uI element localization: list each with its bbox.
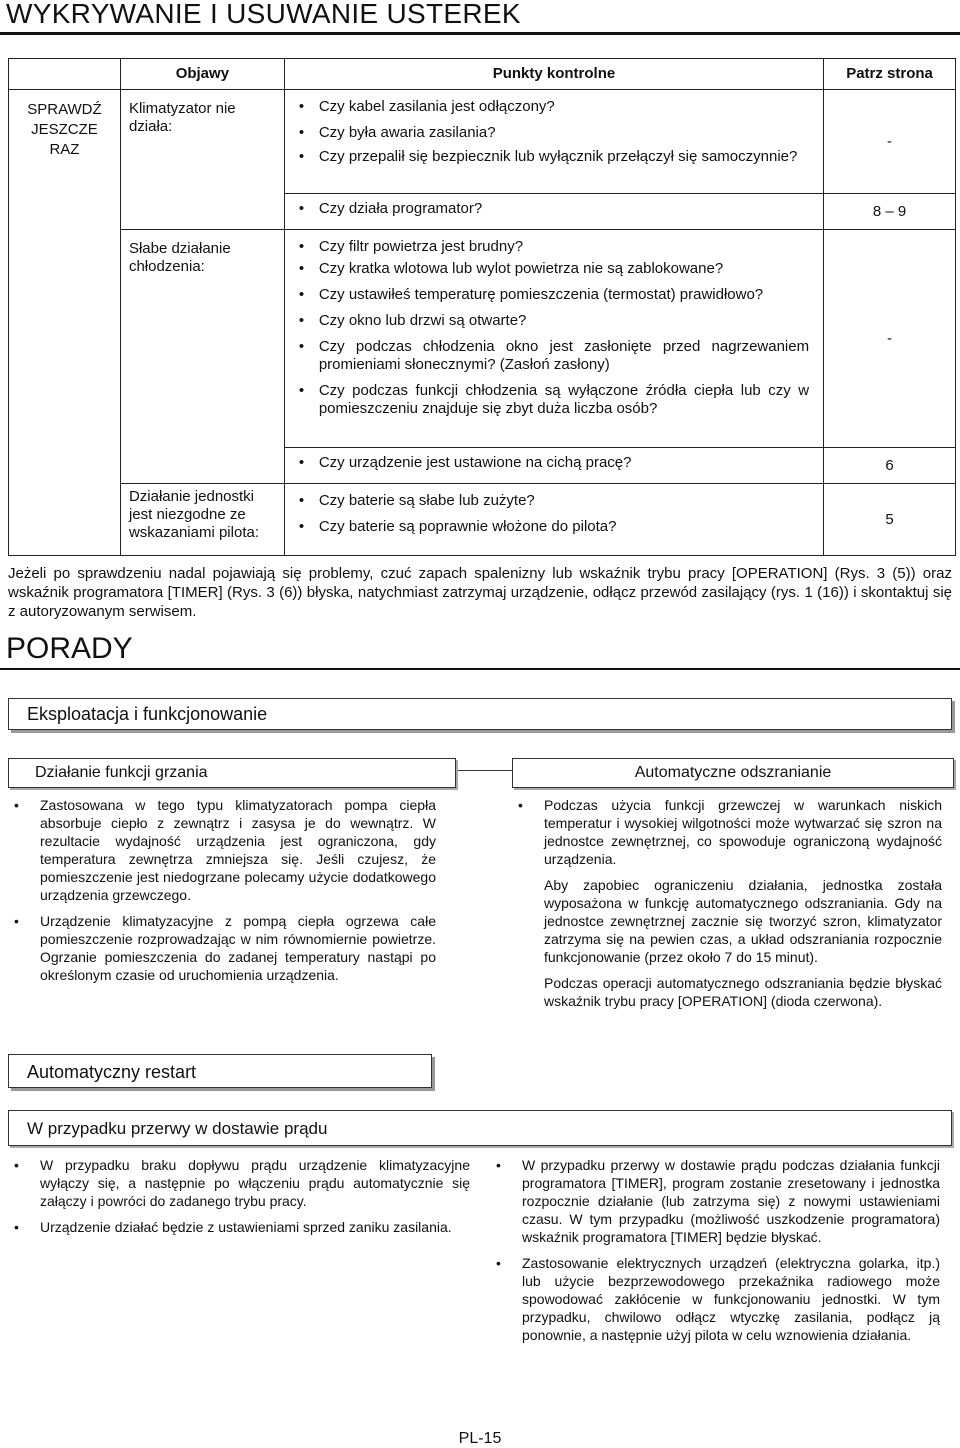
- title-rule: [0, 32, 960, 35]
- list-item: • W przypadku braku dopływu prądu urządzenie klimatyzacyjne wyłączy się, a następnie po włączeniu prądu automatycznie się załączy i powróci do zadanego trybu pracy.: [8, 1156, 470, 1210]
- section-heading-label: Automatyczny restart: [27, 1062, 197, 1082]
- subheading-defrost: [512, 758, 954, 788]
- check-again-cell: [9, 90, 121, 556]
- check-again-label: SPRAWDŹ JESZCZE RAZ: [27, 101, 102, 158]
- header-objawy: Objawy: [120, 59, 284, 90]
- checkpoints-cell: [284, 194, 823, 230]
- checkpoints-cell: [284, 448, 823, 484]
- table-row: [9, 90, 956, 194]
- page-ref: -: [887, 132, 893, 150]
- page-ref-cell: [824, 448, 956, 484]
- list-item: • Czy kratka wlotowa lub wylot powietrza nie są zablokowane?: [289, 260, 809, 278]
- list-item: • Czy urządzenie jest ustawione na cichą pracę?: [289, 454, 809, 472]
- porady-heading: PORADY: [6, 632, 133, 665]
- list-item: • Zastosowana w tego typu klimatyzatorach pompa ciepła absorbuje ciepło z zewnątrz i zasysa je do wewnątrz. W rezultacie wydajność urządzenia jest ograniczona, gdy temperatura zewnętrza zmniejsza się. Jeśli czujesz, że pomieszczenie jest niedogrzane polecamy użycie dodatkowego urządzenia grzewczego.: [8, 796, 436, 904]
- page-ref-cell: [824, 194, 956, 230]
- header-strona: Patrz strona: [824, 59, 956, 90]
- checkpoints-cell: [284, 90, 823, 194]
- page-title: WYKRYWANIE I USUWANIE USTEREK: [6, 0, 521, 29]
- subheading-power-outage: [8, 1110, 952, 1146]
- symptom-cell: [120, 484, 284, 556]
- list-item: • Urządzenie klimatyzacyjne z pompą ciepła ogrzewa całe pomieszczenie rozprowadzając w nim równomiernie powietrze. Ogrzanie pomieszczenia do zadanej temperatury nastąpi po określonym czasie od uruchomienia urządzenia.: [8, 912, 436, 984]
- restart-left-column: [8, 1156, 470, 1244]
- subheading-label: Działanie funkcji grzania: [35, 764, 208, 781]
- list-item: • W przypadku przerwy w dostawie prądu podczas działania funkcji programatora [TIMER], program zostanie zresetowany i jednostka rozpocznie działanie (lub zatrzyma się) z nowymi ustawieniami czasu. W tym przypadku (możliwość uszkodzenie programatora) wskaźnik programatora [TIMER] będzie błyskać.: [490, 1156, 940, 1246]
- list-item: • Podczas użycia funkcji grzewczej w warunkach niskich temperatur i wysokiej wilgotności może wytwarzać się szron na jednostce zewnętrznej, co spowoduje ograniczoną wydajność urządzenia.: [512, 796, 942, 868]
- list-item: • Czy ustawiłeś temperaturę pomieszczenia (termostat) prawidłowo?: [289, 286, 809, 304]
- page-ref: -: [887, 329, 893, 347]
- page-ref-cell: [824, 484, 956, 556]
- list-item: • Czy podczas chłodzenia okno jest zasłonięte przed nagrzewaniem promieniami słonecznymi? (Zasłoń zasłony): [289, 338, 809, 374]
- symptom-label: Działanie jednostki jest niezgodne ze wskazaniami pilota:: [128, 488, 259, 541]
- list-item: • Czy baterie są poprawnie włożone do pilota?: [289, 518, 809, 536]
- symptom-cell: [120, 230, 284, 484]
- section-heading-restart: [8, 1054, 432, 1088]
- list-item: • Czy okno lub drzwi są otwarte?: [289, 312, 809, 330]
- table-header-row: [9, 59, 956, 90]
- page-ref-cell: [824, 90, 956, 194]
- list-item: • Zastosowanie elektrycznych urządzeń (elektryczna golarka, itp.) lub użycie bezprzewodowego przekaźnika radiowego może spowodować zakłócenie w funkcjonowaniu jednostki. W tym przypadku, chwilowo odłącz wtyczkę zasilania, podłącz ją ponownie, a następnie użyj pilota w celu wznowienia działania.: [490, 1254, 940, 1344]
- heating-column: [8, 796, 436, 992]
- troubleshooting-table: [8, 58, 956, 556]
- list-item: • Czy kabel zasilania jest odłączony?: [289, 98, 809, 116]
- page-ref: 8 – 9: [872, 202, 907, 220]
- header-empty: [9, 59, 121, 90]
- section-heading-label: Eksploatacja i funkcjonowanie: [27, 704, 268, 724]
- checkpoints-cell: [284, 484, 823, 556]
- list-item: • Czy baterie są słabe lub zużyte?: [289, 492, 809, 510]
- list-item: • Czy podczas funkcji chłodzenia są wyłączone źródła ciepła lub czy w pomieszczeniu znajduje się zbyt duża liczba osób?: [289, 382, 809, 418]
- table-row: [9, 484, 956, 556]
- page-ref-cell: [824, 230, 956, 448]
- symptom-label: Słabe działanie chłodzenia:: [128, 240, 231, 275]
- page-ref: 5: [885, 510, 894, 528]
- list-item: • Czy była awaria zasilania?: [289, 124, 809, 142]
- defrost-column: [512, 796, 942, 1018]
- symptom-label: Klimatyzator nie działa:: [128, 100, 236, 135]
- restart-right-column: [490, 1156, 940, 1352]
- list-item: • Czy działa programator?: [289, 200, 809, 218]
- porady-rule: [0, 668, 960, 670]
- warning-note: Jeżeli po sprawdzeniu nadal pojawiają się problemy, czuć zapach spalenizny lub wskaźnik trybu pracy [OPERATION] (Rys. 3 (5)) oraz wskaźnik programatora [TIMER] (Rys. 3 (6)) błyska, natychmiast zatrzymaj urządzenie, odłącz przewód zasilający (rys. 1 (16)) i skontaktuj się z autoryzowanym serwisem.: [8, 565, 952, 620]
- checkpoints-cell: [284, 230, 823, 448]
- subheading-heating: [8, 758, 456, 788]
- list-item: • Urządzenie działać będzie z ustawieniami sprzed zaniku zasilania.: [8, 1218, 470, 1236]
- header-punkty: Punkty kontrolne: [284, 59, 823, 90]
- defrost-paragraph: Aby zapobiec ograniczeniu działania, jednostka została wyposażona w funkcję automatycznego odszraniania. Gdy na jednostce zewnętrznej zacznie się tworzyć szron, klimatyzator zatrzyma się na pewien czas, a układ odszraniania rozpocznie funkcjonowanie (przez około 7 do 15 minut).: [544, 877, 942, 965]
- list-item: • Czy filtr powietrza jest brudny?: [289, 238, 809, 256]
- page-number: PL-15: [458, 1430, 502, 1447]
- defrost-paragraph: Podczas operacji automatycznego odszraniania będzie błyskać wskaźnik trybu pracy [OPERATION] (dioda czerwona).: [544, 975, 942, 1009]
- symptom-cell: [120, 90, 284, 230]
- subheading-label: W przypadku przerwy w dostawie prądu: [27, 1119, 328, 1138]
- subheading-label: Automatyczne odszranianie: [634, 764, 832, 781]
- table-row: [9, 230, 956, 448]
- page-ref: 6: [885, 456, 894, 474]
- list-item: • Czy przepalił się bezpiecznik lub wyłącznik przełączył się samoczynnie?: [289, 148, 809, 166]
- section-heading-operation: [8, 698, 952, 730]
